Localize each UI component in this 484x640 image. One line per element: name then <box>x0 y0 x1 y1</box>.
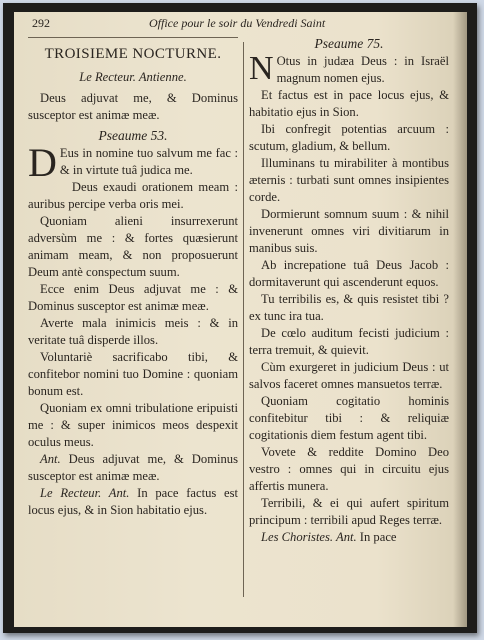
psalm-75-verse-7: Tu terribilis es, & quis resistet tibi ? ex tunc ira tua. <box>249 292 449 323</box>
antiphon-title: Le Recteur. Antienne. <box>79 70 187 84</box>
antiphon-repeat: Ant. Deus adjuvat me, & Dominus susceptor est animæ meæ. <box>28 452 238 483</box>
running-title: Office pour le soir du Vendredi Saint <box>149 16 326 30</box>
recteur-label: Le Recteur. Ant. <box>40 486 130 500</box>
header-rule <box>28 37 238 38</box>
psalm-75-verse-8: De cœlo auditum fecisti judicium : terra tremuit, & quievit. <box>249 326 449 357</box>
running-header <box>14 16 454 34</box>
psalm-53-verse-7: Quoniam ex omni tribulatione eripuisti me : & super inimicos meos despexit oculus meus. <box>28 401 238 449</box>
drop-cap-d: D <box>28 140 57 185</box>
recteur-antiphon: Le Recteur. Ant. In pace factus est locus ejus, & in Sion habitatio ejus. <box>28 486 238 517</box>
psalm-75-verse-11: Vovete & reddite Domino Deo vestro : omnes qui in circuitu ejus affertis munera. <box>249 445 449 493</box>
psalm-75-verse-1: N Otus in judæa Deus : in Israël magnum nomen ejus. <box>249 50 449 87</box>
psalm-75-verse-4: Illuminans tu mirabiliter à montibus æternis : turbati sunt omnes insipientes corde. <box>249 156 449 204</box>
psalm-75-title: Pseaume 75. <box>314 36 384 51</box>
psalm-53-verse-6: Voluntariè sacrificabo tibi, & confitebor nomini tuo Domine : quoniam bonum est. <box>28 350 238 398</box>
drop-cap-n: N <box>249 50 274 87</box>
psalm-75-verse-2: Et factus est in pace locus ejus, & habitatio ejus in Sion. <box>249 88 449 119</box>
psalm-53-verse-3: Quoniam alieni insurrexerunt adversùm me : & fortes quæsierunt animam meam, & non proposuerunt Deum antè conspectum suum. <box>28 214 238 279</box>
page-number: 292 <box>32 16 50 30</box>
psalm-75-verse-10: Quoniam cogitatio hominis confitebitur tibi : & reliquiæ cogitationis diem festum agent tibi. <box>249 394 449 442</box>
psalm-75-verse-3: Ibi confregit potentias arcuum : scutum, gladium, & bellum. <box>249 122 449 153</box>
psalm-75-verse-12: Terribili, & ei qui aufert spiritum principum : terribili apud Reges terræ. <box>249 496 449 527</box>
left-column <box>28 37 238 519</box>
psalm-53-verse-1: D Eus in nomine tuo salvum me fac : & in virtute tuâ judica me. <box>28 140 238 185</box>
page-spine-shadow <box>453 12 467 627</box>
psalm-75-verse-5: Dormierunt somnum suum : & nihil invenerunt omnes viri divitiarum in manibus suis. <box>249 207 449 255</box>
psalm-75-verse-9: Cùm exurgeret in judicium Deus : ut salvos faceret omnes mansuetos terræ. <box>249 360 449 391</box>
psalm-53-verse-5: Averte mala inimicis meis : & in veritate tuâ disperde illos. <box>28 316 238 347</box>
column-divider <box>243 42 244 597</box>
book-page <box>14 12 467 627</box>
psalm-75-verse-6: Ab increpatione tuâ Deus Jacob : dormitaverunt qui ascenderunt equos. <box>249 258 449 289</box>
ant-label: Ant. <box>40 452 61 466</box>
psalm-53-verse-2: Deus exaudi orationem meam : auribus percipe verba oris mei. <box>28 180 238 211</box>
photo-frame <box>3 3 477 633</box>
section-heading: TROISIEME NOCTURNE. <box>44 46 222 62</box>
right-column <box>249 37 449 546</box>
choristes-antiphon: Les Choristes. Ant. In pace <box>261 530 397 544</box>
psalm-53-verse-4: Ecce enim Deus adjuvat me : & Dominus susceptor est animæ meæ. <box>28 282 238 313</box>
psalm-53-title: Pseaume 53. <box>98 128 168 143</box>
antiphon-text: Deus adjuvat me, & Dominus susceptor est animæ meæ. <box>28 91 238 122</box>
choristes-label: Les Choristes. Ant. <box>261 530 357 544</box>
